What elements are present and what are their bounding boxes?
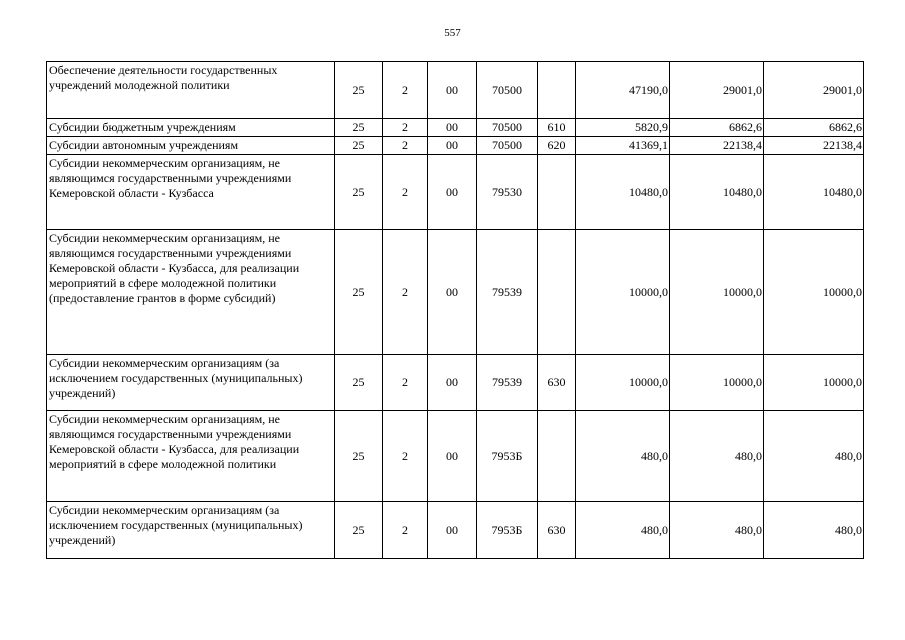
row-value-1: 480,0	[576, 502, 670, 559]
row-name: Субсидии некоммерческим организациям (за исключением государственных (муниципальных) учреждений)	[47, 502, 335, 559]
row-value-1: 10000,0	[576, 355, 670, 411]
row-code-2: 2	[383, 502, 428, 559]
row-value-3: 480,0	[764, 411, 864, 502]
row-value-2: 10480,0	[670, 155, 764, 230]
row-code-5	[538, 230, 576, 355]
row-code-4: 79530	[477, 155, 538, 230]
table-row	[47, 411, 864, 502]
row-value-3: 10000,0	[764, 355, 864, 411]
row-code-1: 25	[335, 230, 383, 355]
row-value-3: 10480,0	[764, 155, 864, 230]
row-code-4: 70500	[477, 62, 538, 119]
row-code-1: 25	[335, 411, 383, 502]
row-code-5	[538, 155, 576, 230]
row-code-4: 70500	[477, 119, 538, 137]
row-name: Обеспечение деятельности государственных учреждений молодежной политики	[47, 62, 335, 119]
row-value-1: 41369,1	[576, 137, 670, 155]
table-row	[47, 502, 864, 559]
row-value-2: 480,0	[670, 411, 764, 502]
row-name: Субсидии некоммерческим организациям, не являющимся государственными учреждениями Кемеровской области - Кузбасса, для реализации мероприятий в сфере молодежной политики	[47, 411, 335, 502]
row-code-3: 00	[428, 230, 477, 355]
row-code-2: 2	[383, 230, 428, 355]
row-code-5	[538, 411, 576, 502]
row-code-3: 00	[428, 137, 477, 155]
row-code-4: 70500	[477, 137, 538, 155]
row-value-3: 22138,4	[764, 137, 864, 155]
row-code-4: 7953Б	[477, 502, 538, 559]
table-row	[47, 137, 864, 155]
table-row	[47, 62, 864, 119]
row-code-4: 79539	[477, 355, 538, 411]
budget-table	[46, 61, 864, 559]
row-code-3: 00	[428, 155, 477, 230]
row-code-1: 25	[335, 62, 383, 119]
row-value-3: 10000,0	[764, 230, 864, 355]
row-code-3: 00	[428, 502, 477, 559]
row-name: Субсидии бюджетным учреждениям	[47, 119, 335, 137]
row-code-3: 00	[428, 355, 477, 411]
page-number: 557	[444, 27, 461, 39]
table-row	[47, 119, 864, 137]
row-name: Субсидии некоммерческим организациям, не являющимся государственными учреждениями Кемеровской области - Кузбасса, для реализации мероприятий в сфере молодежной политики (предоставление грантов в форме субсидий)	[47, 230, 335, 355]
row-value-3: 29001,0	[764, 62, 864, 119]
row-code-5	[538, 62, 576, 119]
row-name: Субсидии автономным учреждениям	[47, 137, 335, 155]
row-code-4: 7953Б	[477, 411, 538, 502]
row-value-1: 10480,0	[576, 155, 670, 230]
row-value-2: 22138,4	[670, 137, 764, 155]
row-code-2: 2	[383, 62, 428, 119]
row-value-2: 29001,0	[670, 62, 764, 119]
row-value-2: 10000,0	[670, 230, 764, 355]
row-code-2: 2	[383, 119, 428, 137]
row-code-5: 610	[538, 119, 576, 137]
row-code-2: 2	[383, 137, 428, 155]
row-code-5: 630	[538, 502, 576, 559]
row-code-2: 2	[383, 155, 428, 230]
row-value-1: 480,0	[576, 411, 670, 502]
row-code-1: 25	[335, 502, 383, 559]
row-value-2: 10000,0	[670, 355, 764, 411]
row-value-3: 480,0	[764, 502, 864, 559]
row-value-1: 47190,0	[576, 62, 670, 119]
row-code-3: 00	[428, 119, 477, 137]
row-code-1: 25	[335, 155, 383, 230]
row-value-2: 480,0	[670, 502, 764, 559]
table-row	[47, 230, 864, 355]
row-code-3: 00	[428, 411, 477, 502]
row-value-3: 6862,6	[764, 119, 864, 137]
row-code-3: 00	[428, 62, 477, 119]
table-row	[47, 355, 864, 411]
row-code-2: 2	[383, 411, 428, 502]
row-code-4: 79539	[477, 230, 538, 355]
row-code-5: 630	[538, 355, 576, 411]
row-code-1: 25	[335, 355, 383, 411]
row-value-2: 6862,6	[670, 119, 764, 137]
row-code-2: 2	[383, 355, 428, 411]
row-value-1: 5820,9	[576, 119, 670, 137]
row-name: Субсидии некоммерческим организациям (за исключением государственных (муниципальных) учреждений)	[47, 355, 335, 411]
row-name: Субсидии некоммерческим организациям, не являющимся государственными учреждениями Кемеровской области - Кузбасса	[47, 155, 335, 230]
row-code-1: 25	[335, 119, 383, 137]
row-code-1: 25	[335, 137, 383, 155]
row-value-1: 10000,0	[576, 230, 670, 355]
row-code-5: 620	[538, 137, 576, 155]
table-row	[47, 155, 864, 230]
